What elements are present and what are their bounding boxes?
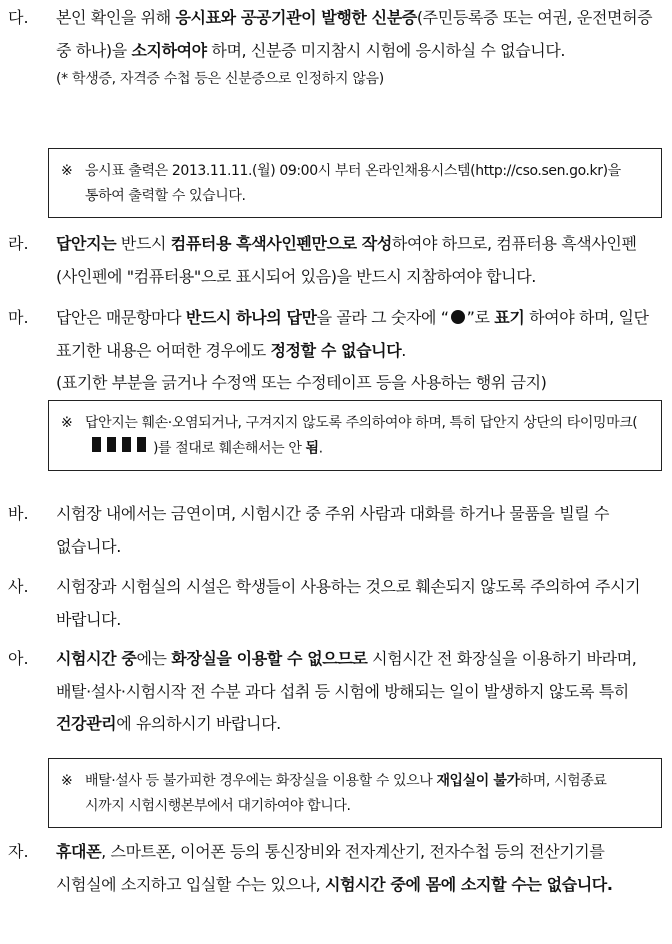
item-text (56, 302, 664, 367)
note-line: (* 학생증, 자격증 수첩 등은 신분증으로 인정하지 않음) (56, 71, 384, 87)
item-label: 마. (8, 308, 29, 327)
notice-box-restroom (48, 758, 662, 828)
notice-text (85, 411, 649, 462)
item-sa (8, 571, 664, 636)
text-run: 에 유의하시기 바랍니다. (116, 714, 281, 733)
item-text: 시험장 내에서는 금연이며, 시험시간 중 주위 사람과 대화를 하거나 물품을 빌릴 수 없습니다. (56, 504, 610, 556)
filled-circle-icon (451, 310, 465, 324)
reference-mark-icon: ※ (61, 163, 73, 179)
text-run: 하여야 하므로, 컴퓨터용 흑색사인펜(사인펜에 "컴퓨터용"으로 표시되어 있음)을 반드시 지참하여야 합니다. (56, 234, 637, 286)
text-run: 시험시간 전 화장실을 이용하기 바라며, 배탈·설사·시험시작 전 수분 과다 섭취 등 시험에 방해되는 일이 발생하지 않도록 특히 (56, 649, 637, 701)
item-paren: (표기한 부분을 긁거나 수정액 또는 수정테이프 등을 사용하는 행위 금지) (56, 373, 547, 392)
text-run: . (401, 340, 406, 360)
item-text (56, 228, 664, 293)
item-ra (8, 228, 664, 293)
timing-mark-icon (89, 436, 149, 461)
bold-run: 컴퓨터용 흑색사인펜만으로 작성 (170, 234, 392, 253)
text-run: 하며, 시험종료 시까지 시험시행본부에서 대기하여야 합니다. (85, 773, 607, 814)
bold-run: 재입실이 불가 (436, 773, 520, 789)
text-run: (주민등록증 또는 여권, 운전면허증 중 하나)을 (56, 8, 653, 60)
bold-run: 시험시간 중 (56, 649, 137, 668)
item-label: 사. (8, 577, 29, 596)
text-run: , 스마트폰, 이어폰 등의 통신장비와 전자계산기, 전자수첩 등의 전산기기를 시험실에 소지하고 입실할 수는 있으나, (56, 842, 605, 894)
text-run: 답안은 매문항마다 (56, 308, 186, 327)
bold-run: 시험시간 중에 몸에 소지할 수는 없습니다. (325, 874, 613, 894)
text-run: 본인 확인을 위해 (56, 8, 176, 27)
text-run: 배탈·설사 등 불가피한 경우에는 화장실을 이용할 수 있으나 (85, 773, 437, 789)
item-label: 바. (8, 504, 29, 523)
item-label: 자. (8, 842, 29, 861)
notice-box-answer-sheet (48, 400, 662, 471)
text-run: 을 골라 그 숫자에 “ (316, 308, 449, 327)
text-run: 에는 (136, 649, 172, 668)
notice-text: 응시표 출력은 2013.11.11.(월) 09:00시 부터 온라인채용시스템(http://cso.sen.go.kr)을 통하여 출력할 수 있습니다. (85, 163, 621, 204)
bold-run: 답안지는 (56, 234, 117, 253)
bold-run: 됨 (305, 440, 319, 457)
bold-run: 소지하여야 (131, 40, 207, 60)
bold-run: 휴대폰 (56, 842, 102, 861)
notice-text (85, 769, 649, 819)
item-da (8, 2, 664, 91)
bold-run: 정정할 수 없습니다 (270, 340, 402, 360)
item-ma (8, 302, 664, 400)
item-text (56, 836, 664, 901)
item-label: 라. (8, 234, 29, 253)
reference-mark-icon: ※ (61, 773, 73, 789)
text-run: ”로 (466, 308, 495, 327)
reference-mark-icon: ※ (61, 415, 73, 431)
notice-box-admission (48, 148, 662, 218)
bold-run: 응시표와 공공기관이 발행한 신분증 (175, 8, 417, 27)
item-a (8, 643, 664, 741)
text-run: 답안지는 훼손·오염되거나, 구겨지지 않도록 주의하여야 하며, 특히 답안지 상단의 타이밍마크( (85, 415, 638, 431)
item-text: 시험장과 시험실의 시설은 학생들이 사용하는 것으로 훼손되지 않도록 주의하여 주시기 바랍니다. (56, 577, 641, 629)
item-text (56, 643, 664, 741)
text-run: . (318, 440, 323, 457)
item-text (56, 2, 664, 67)
text-run: 하여야 하며, 일단 표기한 내용은 어떠한 경우에도 (56, 308, 649, 360)
bold-run: 건강관리 (56, 714, 117, 733)
text-run: 반드시 (116, 234, 171, 253)
item-label: 다. (8, 8, 29, 27)
text-run: 하며, 신분증 미지참시 시험에 응시하실 수 없습니다. (206, 40, 566, 60)
item-ja (8, 836, 664, 901)
item-label: 아. (8, 649, 29, 668)
item-ba (8, 498, 664, 563)
bold-run: 표기 (494, 308, 525, 327)
bold-run: 반드시 하나의 답만 (185, 308, 317, 327)
text-run: )를 절대로 훼손해서는 안 (153, 440, 306, 457)
bold-run: 화장실을 이용할 수 없으므로 (171, 649, 368, 668)
